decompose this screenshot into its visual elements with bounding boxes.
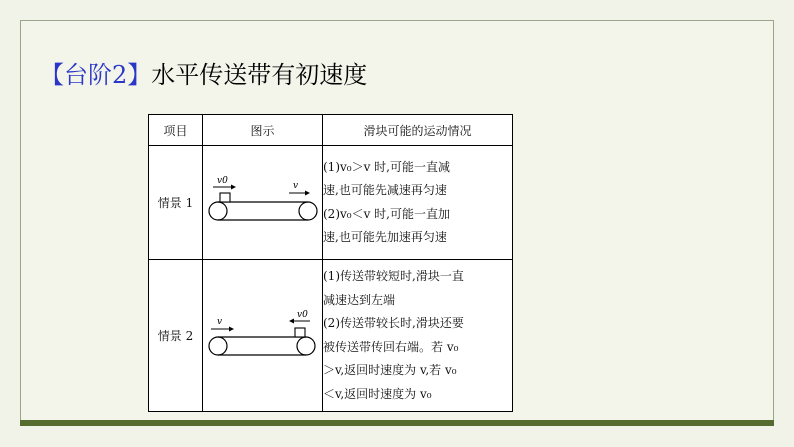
- page-title: [40, 58, 367, 92]
- arrow-right-icon: [229, 326, 234, 331]
- header-motion: 滑块可能的运动情况: [323, 115, 513, 146]
- desc-line: 被传送带传回右端。若 v₀: [323, 339, 459, 354]
- conveyor-diagram-2: [205, 306, 321, 366]
- conveyor-diagram-1: [205, 173, 321, 233]
- right-pulley: [299, 202, 317, 220]
- desc-line: ＜v,返回时速度为 v₀: [323, 386, 432, 401]
- desc-line: (2)传送带较长时,滑块还要: [323, 316, 464, 330]
- title-step-label: 台阶2: [64, 61, 128, 89]
- header-figure: 图示: [203, 115, 323, 146]
- desc-line: 速,也可能先减速再匀速: [323, 183, 447, 197]
- title-text: 水平传送带有初速度: [151, 61, 368, 89]
- desc-line: (1)v₀＞v 时,可能一直减: [323, 159, 450, 174]
- header-item: 项目: [149, 115, 203, 146]
- left-pulley: [209, 202, 227, 220]
- title-open-bracket: 【: [40, 61, 64, 89]
- desc-line: (1)传送带较短时,滑块一直: [323, 269, 464, 283]
- desc-line: (2)v₀＜v 时,可能一直加: [323, 206, 450, 221]
- block-velocity-label: v0: [216, 175, 228, 186]
- row-item-label: 情景 1: [149, 146, 203, 260]
- row-item-label: 情景 2: [149, 260, 203, 412]
- right-pulley: [297, 337, 315, 355]
- slider-block: [220, 193, 230, 202]
- arrow-right-icon: [305, 190, 310, 195]
- arrow-right-icon: [231, 184, 236, 189]
- slider-block: [295, 328, 305, 337]
- row-figure-cell: [203, 146, 323, 260]
- belt-velocity-label: v: [216, 316, 222, 327]
- desc-line: ＞v,返回时速度为 v,若 v₀: [323, 363, 457, 377]
- table-row: [149, 260, 513, 412]
- desc-line: 速,也可能先加速再匀速: [323, 230, 447, 244]
- table-row: [149, 146, 513, 260]
- slide-bottom-bar: [20, 420, 774, 426]
- title-close-bracket: 】: [127, 61, 152, 89]
- info-table: [148, 114, 513, 412]
- left-pulley: [209, 337, 227, 355]
- arrow-left-icon: [289, 318, 294, 323]
- row-description: [323, 260, 513, 412]
- block-velocity-label: v0: [296, 309, 308, 320]
- belt-velocity-label: v: [292, 180, 298, 191]
- row-description: [323, 146, 513, 260]
- table-header-row: [149, 115, 513, 146]
- row-figure-cell: [203, 260, 323, 412]
- desc-line: 减速达到左端: [323, 292, 396, 307]
